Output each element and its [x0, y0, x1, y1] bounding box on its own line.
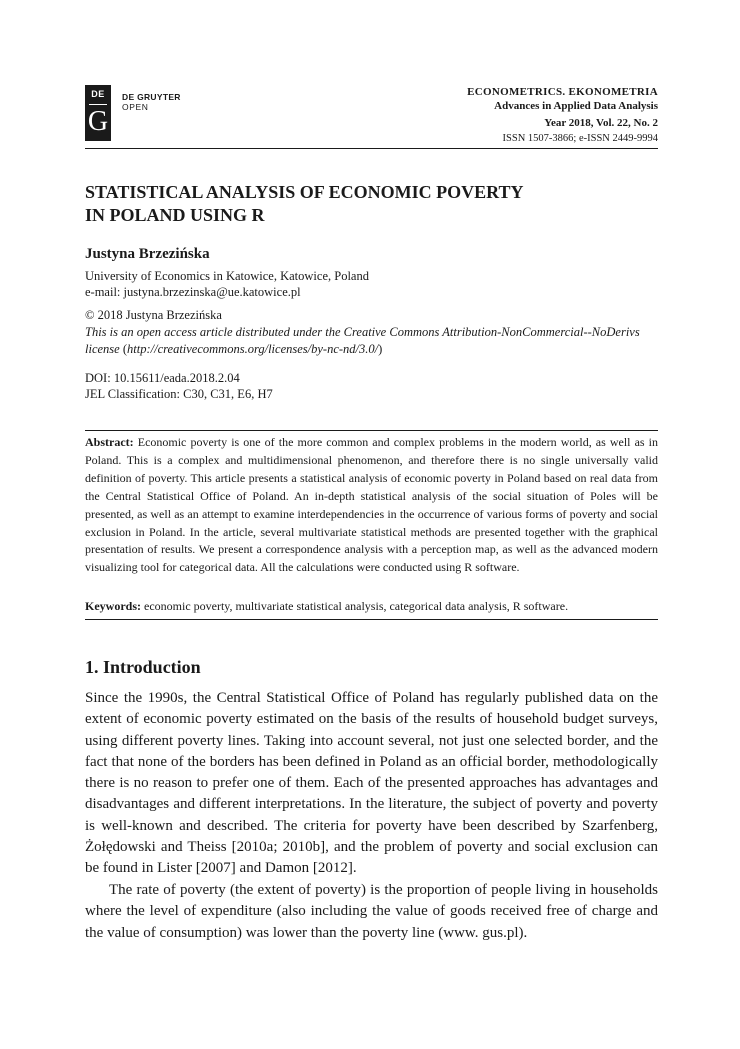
publisher-name	[122, 92, 181, 112]
journal-name: ECONOMETRICS. EKONOMETRIA	[467, 86, 658, 98]
publisher-name-line1: DE GRUYTER	[122, 92, 181, 102]
logo-divider	[89, 104, 107, 105]
license-text: This is an open access article distributed under the Creative Commons Attribution-NonCommercial--NoDerivs license	[85, 325, 640, 356]
journal-issn: ISSN 1507-3866; e-ISSN 2449-9994	[502, 133, 658, 144]
abstract	[85, 434, 658, 577]
section-title: 1. Introduction	[85, 657, 201, 677]
publisher-name-line2: OPEN	[122, 102, 149, 112]
jel-classification: JEL Classification: C30, C31, E6, H7	[85, 387, 273, 401]
abstract-text: Economic poverty is one of the more common and complex problems in the modern world, as well as in Poland. This is a complex and multidimensional phenomenon, and therefore there is no single universally valid definition of poverty. This article presents a statistical analysis of economic poverty in Poland based on real data from the Central Statistical Office of Poland. An in-depth statistical analysis of the social situation of Poles will be presented, as well as an attempt to examine interdependencies in the occurrence of various forms of poverty and social exclusion in Poland. In the article, several multivariate statistical methods are presented together with the graphical presentation of results. We present a correspondence analysis with a perception map, as well as the advanced modern visualizing tool for categorical data. All the calculations were conducted using R software.	[85, 435, 658, 575]
journal-subtitle: Advances in Applied Data Analysis	[494, 100, 658, 112]
body-paragraph-2: The rate of poverty (the extent of poverty) is the proportion of people living in households where the level of expenditure (also including the value of goods received free of charge and the value of consumption) was lower than the poverty line (www. gus.pl).	[85, 882, 658, 941]
publisher-logo	[85, 85, 111, 141]
keywords-text: economic poverty, multivariate statistical analysis, categorical data analysis, R software.	[144, 599, 569, 613]
keywords-label: Keywords:	[85, 599, 141, 613]
author-affiliation-block	[85, 268, 369, 300]
keywords	[85, 598, 658, 614]
journal-issue: Year 2018, Vol. 22, No. 2	[544, 117, 658, 129]
license-statement: This is an open access article distributed under the Creative Commons Attribution-NonCommercial--NoDerivs license (http://creativecommons.org/licenses/by-nc-nd/3.0/)	[85, 325, 640, 356]
article-title-line2: IN POLAND USING R	[85, 205, 265, 225]
abstract-top-rule	[85, 430, 658, 431]
article-title-line1: STATISTICAL ANALYSIS OF ECONOMIC POVERTY	[85, 182, 524, 202]
author-name: Justyna Brzezińska	[85, 246, 210, 262]
author-email: e-mail: justyna.brzezinska@ue.katowice.pl	[85, 285, 301, 299]
logo-top-text: DE	[91, 89, 105, 99]
doi: DOI: 10.15611/eada.2018.2.04	[85, 371, 240, 385]
abstract-bottom-rule	[85, 619, 658, 620]
header-divider	[85, 148, 658, 149]
copyright-notice: © 2018 Justyna Brzezińska	[85, 308, 222, 322]
article-meta	[85, 370, 273, 402]
license-block	[85, 307, 660, 358]
logo-letter: G	[87, 106, 109, 137]
author-affiliation: University of Economics in Katowice, Katowice, Poland	[85, 269, 369, 283]
abstract-label: Abstract:	[85, 435, 134, 449]
body-paragraph-1: Since the 1990s, the Central Statistical Office of Poland has regularly published data on the extent of economic poverty estimated on the basis of the results of household budget surveys, using different poverty lines. Taking into account several, not just one selected border, and the fact that none of the borders has been defined in Poland as an official border, methodologically there is no reason to prefer one of them. Each of the presented approaches has advantages and disadvantages and different interpretations. In the literature, the subject of poverty and poverty is well-known and described. The criteria for poverty have been described by Szarfenberg, Żołędowski and Theiss [2010a; 2010b], and the problem of poverty and social exclusion can be found in Lister [2007] and Damon [2012].	[85, 690, 658, 877]
journal-header	[467, 85, 658, 147]
license-link[interactable]: http://creativecommons.org/licenses/by-nc-nd/3.0/	[127, 342, 379, 356]
article-title	[85, 181, 645, 227]
